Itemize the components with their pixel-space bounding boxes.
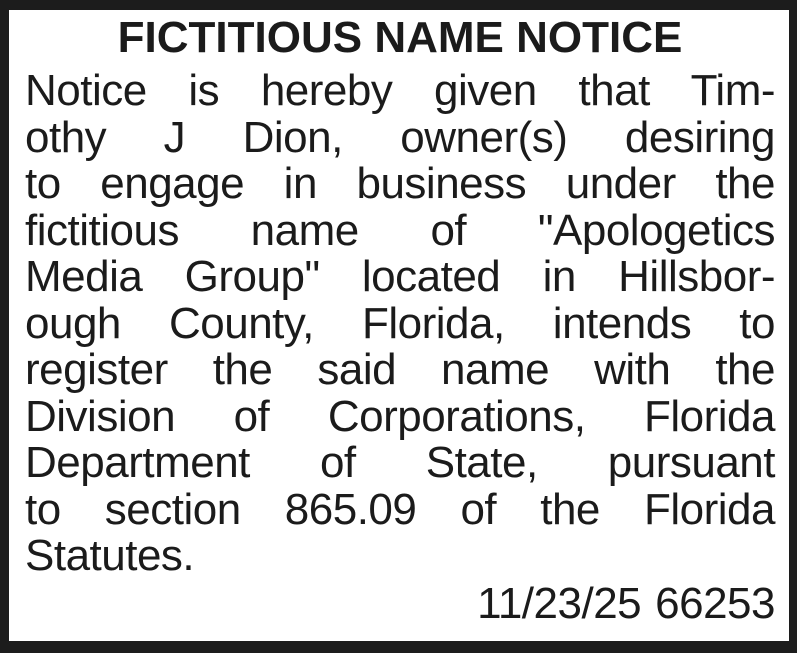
notice-title: FICTITIOUS NAME NOTICE	[117, 13, 683, 62]
notice-body-text	[25, 68, 775, 580]
body-line: othy J Dion, owner(s) desiring	[25, 112, 775, 162]
notice-footer	[25, 580, 775, 627]
body-line: Notice is hereby given that Tim-	[25, 66, 775, 115]
body-line: ough County, Florida, intends to	[25, 298, 775, 348]
body-line: Statutes.	[25, 531, 195, 580]
body-line: Division of Corporations, Florida	[25, 391, 775, 441]
body-line: Department of State, pursuant	[25, 438, 775, 487]
publication-date: 11/23/25	[477, 578, 642, 628]
ad-number: 66253	[655, 578, 775, 628]
body-line: to engage in business under the	[25, 159, 775, 208]
body-line: Media Group" located in Hillsbor-	[25, 252, 775, 301]
body-line: fictitious name of "Apologetics	[25, 205, 775, 255]
body-line: to section 865.09 of the Florida	[25, 484, 775, 534]
body-line: register the said name with the	[25, 345, 775, 394]
